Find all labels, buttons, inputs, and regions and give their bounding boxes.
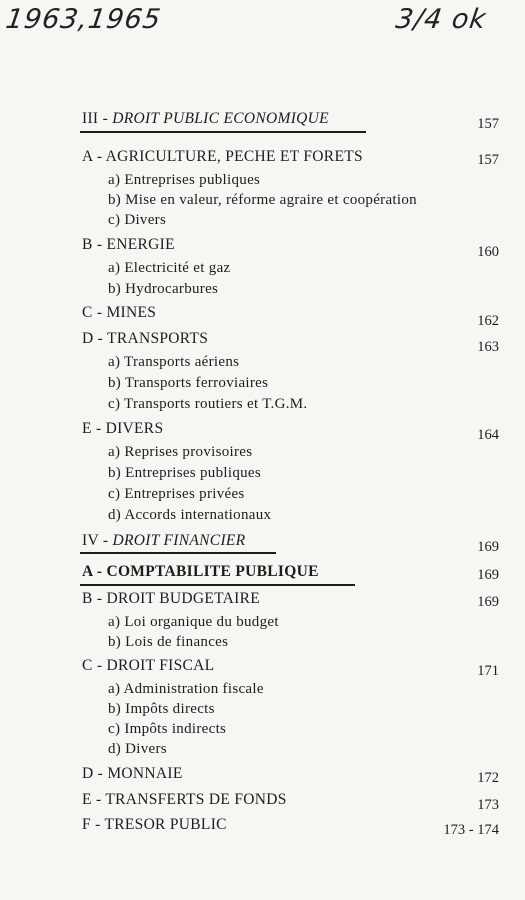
toc-section-entry — [0, 765, 525, 787]
section-title: TRANSFERTS DE FONDS — [105, 791, 287, 808]
toc-entry-label: E - DIVERS — [82, 420, 164, 437]
subsection-letter: c) — [108, 486, 125, 502]
toc-section-entry — [0, 657, 525, 679]
toc-subsection-entry — [0, 212, 525, 234]
section-title: TRESOR PUBLIC — [104, 816, 227, 833]
section-title: DIVERS — [105, 420, 164, 437]
toc-entry-label — [108, 212, 166, 229]
toc-page-number: 169 — [477, 594, 499, 610]
toc-subsection-entry — [0, 486, 525, 508]
subsection-letter: b) — [108, 634, 126, 650]
subsection-letter: c) — [108, 396, 125, 412]
subsection-title: Entreprises privées — [124, 486, 245, 502]
subsection-letter: b) — [108, 281, 126, 297]
subsection-title: Impôts directs — [125, 701, 215, 717]
toc-entry-label — [108, 701, 215, 718]
toc-entry-label — [108, 281, 218, 298]
toc-entry-label: B - DROIT BUDGETAIRE — [82, 590, 260, 607]
section-letter: F — [82, 816, 91, 833]
toc-entry-label — [108, 396, 307, 413]
section-title: AGRICULTURE, PECHE ET FORETS — [105, 148, 363, 165]
toc-subsection-entry — [0, 260, 525, 282]
toc-section-entry — [0, 304, 525, 329]
section-title: ENERGIE — [106, 236, 175, 253]
toc-entry-label — [108, 172, 260, 189]
heading-underline — [80, 584, 355, 586]
toc-entry-label: A - AGRICULTURE, PECHE ET FORETS — [82, 148, 363, 165]
subsection-title: Hydrocarbures — [125, 281, 219, 297]
subsection-letter: a) — [108, 354, 125, 370]
toc-entry-label — [108, 444, 252, 461]
subsection-title: Administration fiscale — [123, 681, 264, 697]
handwritten-note-years: 1963,1965 — [3, 4, 164, 35]
subsection-title: Transports aériens — [124, 354, 240, 370]
subsection-letter: b) — [108, 375, 125, 391]
subsection-title: Divers — [125, 741, 167, 757]
toc-subsection-entry — [0, 614, 525, 636]
toc-subsection-entry — [0, 507, 525, 529]
subsection-title: Entreprises publiques — [125, 465, 262, 481]
subsection-title: Transports routiers et T.G.M. — [124, 396, 308, 412]
toc-page-number: 172 — [477, 770, 499, 786]
toc-entry-label — [108, 260, 230, 277]
toc-entry-label — [108, 375, 268, 392]
toc-page-number: 171 — [477, 663, 499, 679]
toc-entry-label — [108, 721, 226, 738]
part-title: DROIT PUBLIC ECONOMIQUE — [112, 110, 329, 127]
subsection-title: Reprises provisoires — [124, 444, 253, 460]
subsection-title: Transports ferroviaires — [124, 375, 269, 391]
section-title: MONNAIE — [107, 765, 183, 782]
subsection-title: Entreprises publiques — [124, 172, 261, 188]
toc-entry-label — [108, 614, 279, 631]
toc-page-number: 157 — [477, 116, 499, 132]
subsection-letter: a) — [108, 444, 125, 460]
subsection-letter: d) — [108, 741, 126, 757]
subsection-title: Accords internationaux — [124, 507, 272, 523]
toc-entry-label — [108, 634, 228, 651]
handwritten-note-check: 3/4 ok — [393, 4, 489, 35]
section-title: MINES — [106, 304, 157, 321]
toc-entry-label: D - MONNAIE — [82, 765, 183, 782]
toc-entry-label — [108, 192, 417, 209]
toc-subsection-entry — [0, 444, 525, 466]
toc-subsection-entry — [0, 701, 525, 723]
section-letter: A — [82, 563, 93, 580]
toc-subsection-entry — [0, 281, 525, 303]
section-letter: A — [82, 148, 93, 165]
toc-subsection-entry — [0, 192, 525, 214]
section-title: DROIT FISCAL — [106, 657, 215, 674]
subsection-letter: c) — [108, 721, 125, 737]
subsection-letter: a) — [108, 172, 125, 188]
toc-entry-label: C - DROIT FISCAL — [82, 657, 215, 674]
toc-entry-label — [108, 486, 245, 503]
toc-page-number: 173 — [477, 797, 499, 813]
toc-page-number: 173 - 174 — [443, 822, 499, 838]
section-letter: D — [82, 330, 94, 347]
toc-entry-label: E - TRANSFERTS DE FONDS — [82, 791, 287, 808]
toc-section-entry — [0, 330, 525, 355]
toc-part-heading — [0, 532, 525, 554]
toc-subsection-entry — [0, 375, 525, 397]
subsection-letter: b) — [108, 192, 126, 208]
toc-subsection-entry — [0, 741, 525, 763]
toc-entry-label — [108, 741, 167, 758]
toc-entry-label — [108, 465, 261, 482]
toc-section-entry — [0, 791, 525, 813]
section-letter: C — [82, 657, 93, 674]
toc-section-entry — [0, 563, 525, 585]
subsection-letter: a) — [108, 681, 124, 697]
toc-entry-label — [108, 354, 239, 371]
section-title: COMPTABILITE PUBLIQUE — [106, 563, 319, 580]
toc-page-number: 157 — [477, 152, 499, 168]
toc-entry-label: A - COMPTABILITE PUBLIQUE — [82, 563, 319, 580]
toc-page-number: 169 — [477, 539, 499, 555]
subsection-letter: c) — [108, 212, 125, 228]
section-letter: B — [82, 590, 93, 607]
subsection-letter: b) — [108, 701, 126, 717]
toc-subsection-entry — [0, 396, 525, 418]
toc-entry-label: III - DROIT PUBLIC ECONOMIQUE — [82, 110, 329, 127]
toc-section-entry — [0, 590, 525, 612]
part-number: III — [82, 110, 99, 127]
toc-section-entry — [0, 236, 525, 258]
toc-entry-label — [108, 507, 271, 524]
part-number: IV — [82, 532, 99, 549]
toc-subsection-entry — [0, 172, 525, 194]
toc-entry-label: C - MINES — [82, 304, 157, 321]
toc-entry-label: D - TRANSPORTS — [82, 330, 209, 347]
heading-underline — [80, 131, 366, 133]
toc-page-number: 160 — [477, 244, 499, 260]
toc-subsection-entry — [0, 634, 525, 656]
section-letter: B — [82, 236, 93, 253]
section-title: DROIT BUDGETAIRE — [106, 590, 260, 607]
toc-part-heading — [0, 110, 525, 132]
toc-page-number: 169 — [477, 567, 499, 583]
subsection-title: Loi organique du budget — [124, 614, 279, 630]
toc-section-entry — [0, 816, 525, 838]
section-letter: D — [82, 765, 94, 782]
subsection-letter: a) — [108, 614, 125, 630]
toc-page-number: 162 — [477, 313, 499, 329]
toc-entry-label: F - TRESOR PUBLIC — [82, 816, 227, 833]
toc-entry-label — [108, 681, 264, 698]
subsection-title: Impôts indirects — [124, 721, 227, 737]
toc-subsection-entry — [0, 681, 525, 703]
subsection-title: Electricité et gaz — [124, 260, 231, 276]
toc-section-entry — [0, 148, 525, 170]
section-letter: C — [82, 304, 93, 321]
subsection-letter: a) — [108, 260, 125, 276]
toc-page-number: 164 — [477, 427, 499, 443]
section-letter: E — [82, 791, 92, 808]
section-title: TRANSPORTS — [107, 330, 209, 347]
section-letter: E — [82, 420, 92, 437]
toc-subsection-entry — [0, 354, 525, 376]
toc-page-number: 163 — [477, 339, 499, 355]
subsection-letter: d) — [108, 507, 125, 523]
toc-subsection-entry — [0, 721, 525, 743]
part-title: DROIT FINANCIER — [112, 532, 246, 549]
subsection-title: Mise en valeur, réforme agraire et coopération — [125, 192, 417, 208]
subsection-title: Lois de finances — [125, 634, 229, 650]
subsection-letter: b) — [108, 465, 126, 481]
toc-entry-label: B - ENERGIE — [82, 236, 175, 253]
toc-entry-label: IV - DROIT FINANCIER — [82, 532, 246, 549]
toc-subsection-entry — [0, 465, 525, 487]
subsection-title: Divers — [124, 212, 167, 228]
toc-section-entry — [0, 420, 525, 442]
heading-underline — [80, 552, 276, 554]
